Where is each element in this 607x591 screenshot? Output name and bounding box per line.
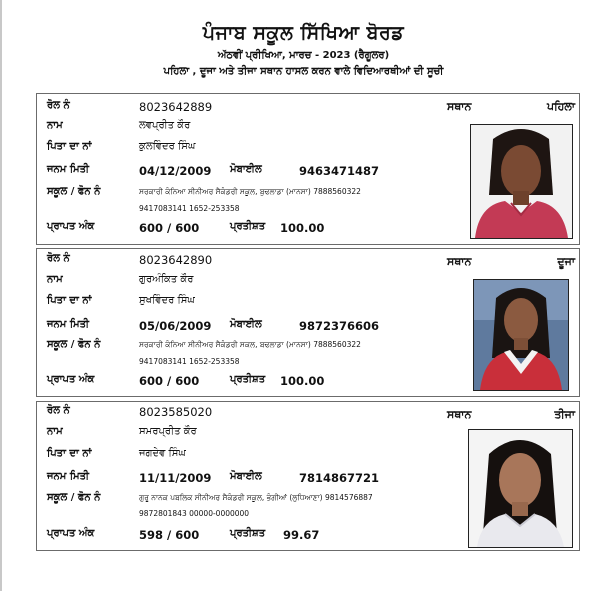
mobile-value: 9872376606 (299, 319, 380, 333)
rank-value: ਤੀਜਾ (554, 408, 575, 421)
percent-label: ਪ੍ਰਤੀਸ਼ਤ (230, 528, 266, 539)
father-row (37, 141, 457, 159)
phones-value: 9872801843 00000-0000000 (139, 509, 250, 518)
dob-row (37, 319, 457, 337)
roll-number: 8023642890 (139, 253, 213, 267)
father-name: ਜਗਦੇਵ ਸਿੰਘ (139, 448, 186, 459)
school-value: ਸਰਕਾਰੀ ਕੰਨਿਆ ਸੀਨੀਅਰ ਸੈਕੰਡਰੀ ਸਕੂਲ, ਬੁਢਲਾਡਾ (ਮਾਨਸਾ) 7888560322 (139, 187, 361, 196)
phones-row (37, 509, 457, 527)
dob-value: 11/11/2009 (139, 471, 212, 485)
school-label: ਸਕੂਲ / ਫੋਨ ਨੰ (47, 339, 101, 350)
school-value: ਸਰਕਾਰੀ ਕੰਨਿਆ ਸੀਨੀਅਰ ਸੈਕੰਡਰੀ ਸਕਲ, ਬਢਲਾਡਾ (ਮਾਨਸਾ) 7888560322 (139, 340, 361, 349)
father-label: ਪਿਤਾ ਦਾ ਨਾਂ (47, 448, 92, 459)
page-header (0, 20, 607, 79)
student-photo (468, 429, 573, 548)
father-label: ਪਿਤਾ ਦਾ ਨਾਂ (47, 295, 92, 306)
marks-row (37, 221, 457, 239)
dob-label: ਜਨਮ ਮਿਤੀ (47, 164, 90, 175)
student-photo (470, 124, 573, 239)
roll-label: ਰੋਲ ਨੰ (47, 253, 70, 264)
roll-row (37, 253, 457, 271)
school-label: ਸਕੂਲ / ਫੋਨ ਨੰ (47, 186, 101, 197)
school-value: ਗੁਰੂ ਨਾਨਕ ਪਬਲਿਕ ਸੀਨੀਅਰ ਸੈਕੰਡਰੀ ਸਕੂਲ, ਭੰਗੀਆਂ (ਲੁਧਿਆਣਾ) 9814576887 (139, 493, 373, 502)
mobile-label: ਮੋਬਾਈਲ (230, 319, 262, 330)
father-row (37, 448, 457, 466)
school-row (37, 186, 457, 204)
dob-label: ਜਨਮ ਮਿਤੀ (47, 471, 90, 482)
percent-label: ਪ੍ਰਤੀਸ਼ਤ (230, 374, 266, 385)
student-name: ਗੁਰਅੰਕਿਤ ਕੌਰ (139, 274, 194, 285)
father-name: ਸੁਖਵਿੰਦਰ ਸਿੰਘ (139, 295, 195, 306)
name-label: ਨਾਮ (47, 274, 63, 285)
father-name: ਕੁਲਵਿੰਦਰ ਸਿੰਘ (139, 141, 196, 152)
school-label: ਸਕੂਲ / ਫੋਨ ਨੰ (47, 492, 101, 503)
father-label: ਪਿਤਾ ਦਾ ਨਾਂ (47, 141, 92, 152)
dob-value: 04/12/2009 (139, 164, 212, 178)
marks-row (37, 528, 457, 546)
page-title: ਪੰਜਾਬ ਸਕੂਲ ਸਿੱਖਿਆ ਬੋਰਡ (202, 22, 405, 44)
marks-label: ਪ੍ਰਾਪਤ ਅੰਕ (47, 374, 95, 385)
dob-row (37, 164, 457, 182)
roll-label: ਰੋਲ ਨੰ (47, 100, 70, 111)
rank-value: ਪਹਿਲਾ (547, 100, 575, 113)
name-label: ਨਾਮ (47, 426, 63, 437)
position-label: ਸਥਾਨ (447, 255, 472, 268)
marks-row (37, 374, 457, 392)
name-row (37, 426, 457, 444)
roll-number: 8023585020 (139, 405, 213, 419)
page-edge (0, 0, 2, 591)
student-card-first (36, 93, 580, 245)
mobile-value: 7814867721 (299, 471, 380, 485)
percent-value: 100.00 (280, 221, 325, 235)
father-row (37, 295, 457, 313)
marks-value: 600 / 600 (139, 374, 200, 388)
roll-label: ਰੋਲ ਨੰ (47, 405, 70, 416)
phones-row (37, 204, 457, 222)
mobile-label: ਮੋਬਾਈਲ (230, 471, 262, 482)
student-name: ਲਵਪ੍ਰੀਤ ਕੌਰ (139, 120, 191, 131)
student-name: ਸਮਰਪ੍ਰੀਤ ਕੌਰ (139, 426, 197, 437)
phones-value: 9417083141 1652-253358 (139, 357, 240, 366)
roll-row (37, 100, 457, 118)
student-card-second (36, 248, 580, 397)
roll-row (37, 405, 457, 423)
marks-value: 600 / 600 (139, 221, 200, 235)
position-label: ਸਥਾਨ (447, 408, 472, 421)
school-row (37, 492, 457, 510)
name-row (37, 120, 457, 138)
mobile-value: 9463471487 (299, 164, 380, 178)
dob-label: ਜਨਮ ਮਿਤੀ (47, 319, 90, 330)
student-card-third (36, 401, 580, 551)
position-label: ਸਥਾਨ (447, 100, 472, 113)
school-row (37, 339, 457, 357)
percent-label: ਪ੍ਰਤੀਸ਼ਤ (230, 221, 266, 232)
marks-label: ਪ੍ਰਾਪਤ ਅੰਕ (47, 528, 95, 539)
phones-row (37, 357, 457, 375)
name-label: ਨਾਮ (47, 120, 63, 131)
percent-value: 100.00 (280, 374, 325, 388)
page-subtitle: ਅੱਠਵੀਂ ਪ੍ਰੀਖਿਆ, ਮਾਰਚ - 2023 (ਰੈਗੂਲਰ) (217, 50, 390, 61)
marks-label: ਪ੍ਰਾਪਤ ਅੰਕ (47, 221, 95, 232)
marks-value: 598 / 600 (139, 528, 200, 542)
page-description: ਪਹਿਲਾ , ਦੂਜਾ ਅਤੇ ਤੀਜਾ ਸਥਾਨ ਹਾਸਲ ਕਰਨ ਵਾਲੇ ਵਿਦਿਆਰਥੀਆਂ ਦੀ ਸੂਚੀ (163, 66, 444, 77)
dob-row (37, 471, 457, 489)
mobile-label: ਮੋਬਾਈਲ (230, 164, 262, 175)
percent-value: 99.67 (283, 528, 320, 542)
roll-number: 8023642889 (139, 100, 213, 114)
dob-value: 05/06/2009 (139, 319, 212, 333)
rank-value: ਦੂਜਾ (557, 255, 575, 268)
name-row (37, 274, 457, 292)
student-photo (473, 279, 569, 391)
phones-value: 9417083141 1652-253358 (139, 204, 240, 213)
